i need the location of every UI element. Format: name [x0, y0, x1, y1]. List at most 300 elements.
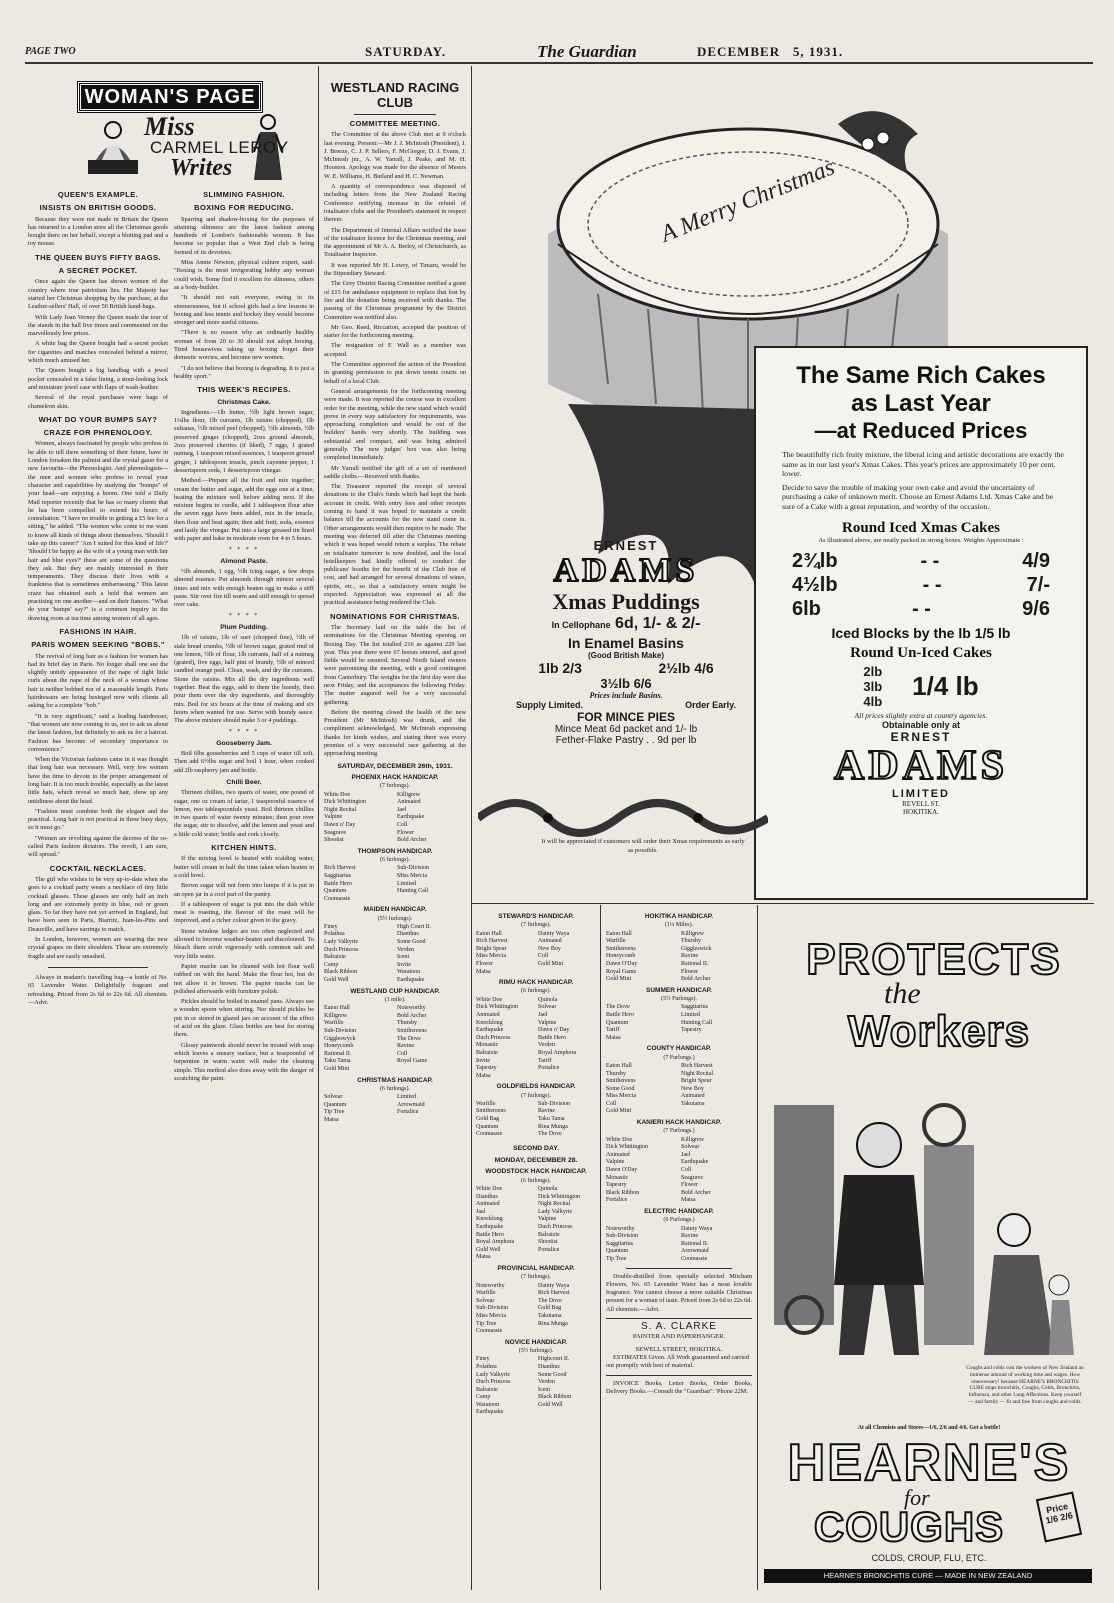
colds-subline: COLDS, CROUP, FLU, ETC.: [871, 1553, 987, 1563]
race-distance: (7 Furlongs.): [663, 1054, 695, 1061]
race-entries: [606, 1063, 752, 1116]
horse-name: [681, 1108, 752, 1116]
horse-name: Matsa: [476, 968, 491, 975]
horse-name: Coomassie: [681, 1255, 708, 1262]
horse-name: Invite: [397, 961, 411, 968]
paragraph: "It should not suit everyone, owing to its strenuousness, but if school girls had a few lessons in boxing and less tennis and hockey they would become stronger and more useful citizens.: [174, 294, 314, 327]
hearnes-strip: HEARNE'S BRONCHITIS CURE — MADE IN NEW ZEALAND: [764, 1569, 1092, 1583]
paragraph: Thirteen chillies, two quarts of water, one pound of sugar, one oz cream of tartar, 1 teaspoonful essence of lemon, two tablespoonfuls yeast. Boil thirteen chillies in two quarts of water twenty minutes; then pour over the sugar, stir to dissolve, add the lemon and yeast and a little cold water; bottle and cork closely.: [174, 789, 314, 838]
advertisement: Double-distilled from specially selected Mitcham Flowers, No. 65 Lavender Water has a most lovable fragrance. You cannot choose a more suitable Christmas present for a woman of taste. Priced from 2s 6d to 22s 6d. All chemists.—Advt.: [606, 1272, 752, 1313]
country-note: All prices slightly extra at country agencies.: [854, 710, 988, 720]
paragraph: Miss Annie Newton, physical culture expert, said: "Boxing is the most invigorating hobby any woman could wish. Some find it excellent for slimness, others as a body-builder.: [174, 259, 314, 291]
cake-ad-headline: The Same Rich Cakes: [796, 362, 1046, 389]
horse-name: [681, 1035, 752, 1043]
race-name: ELECTRIC HANDICAP.: [644, 1208, 714, 1215]
clarke-address: SEWELL STREET, HOKITIKA.: [635, 1345, 723, 1353]
hearnes-advertisement: [764, 935, 1092, 1590]
race-distance: (5½ furlongs).: [518, 1348, 554, 1355]
workers-headline: Workers: [847, 1007, 1031, 1056]
horse-name: Animated: [397, 799, 421, 806]
horse-name: Honeycomb: [324, 1043, 354, 1050]
mince-meat: Mince Meat 6d packet and 1/- lb: [554, 724, 698, 735]
masthead-date: DECEMBER 5, 1931.: [697, 44, 844, 59]
paragraph: The resignation of F. Wall as a member was accepted.: [324, 342, 466, 358]
horse-name: Quantum: [324, 1101, 347, 1108]
merry-christmas-text: A Merry Christmas: [657, 154, 839, 248]
horse-name: Jael: [681, 1151, 691, 1158]
horse-name: Bold Archer: [397, 837, 427, 844]
street-label: REVELL ST.: [902, 799, 940, 808]
race-distance: (6 Furlongs.): [663, 1217, 695, 1224]
horse-name: [538, 1328, 596, 1336]
race-entries: [476, 1186, 596, 1262]
horse-name: Dick Whittington: [538, 1193, 581, 1200]
basin-prices: 1lb 2/3 2½lb 4/6: [538, 660, 714, 676]
horse-name: Duch Princess: [538, 1224, 573, 1230]
iced-blocks: Iced Blocks by the lb 1/5 lb: [831, 624, 1011, 641]
horse-name: [397, 1066, 466, 1074]
horse-name: Smithereens: [606, 1078, 636, 1085]
paragraph: A quantity of correspondence was disposed of including letters from the New Zealand Racing Conference notifying increase in the refund of totalisator clubs and the President's statement in respect thereto.: [324, 183, 466, 224]
paragraph: Mr Geo. Reed, Riccarton, accepted the position of starter for the forthcoming meeting.: [324, 323, 466, 340]
separator: * * * *: [228, 612, 260, 619]
price-row: [756, 597, 1086, 621]
paragraph: In London, however, women are wearing the new crystal grapes on their shoulders. These are extremely fragile and are easily smashed.: [28, 936, 168, 960]
horse-name: New Boy: [681, 1085, 704, 1092]
horse-name: Highcourt II.: [538, 1356, 570, 1363]
race-list: [324, 774, 466, 1125]
ernest-label: ERNEST: [890, 729, 952, 744]
masthead: [25, 44, 1095, 62]
horse-name: Rational II.: [324, 1050, 352, 1057]
horse-name: Finey: [476, 1356, 490, 1363]
horse-name: Shootist: [324, 837, 344, 844]
race-day-title: SECOND DAY.: [513, 1144, 559, 1152]
byline-miss: Miss: [144, 112, 195, 141]
price-cell: 7/-: [1026, 573, 1050, 596]
horse-name: Some Good: [397, 939, 426, 946]
horse-name: Limited: [397, 1094, 416, 1101]
race-entries: [324, 792, 466, 845]
pastry-line: Fether-Flake Pastry . . 9d per lb: [555, 735, 697, 746]
uniced-weights: 2lb 3lb 4lb: [863, 663, 883, 709]
advertisement: Always in madam's travelling bag—a bottle of No. 65 Lavender Water. Delightfully fragrant and refreshing. Priced from 2s 6d to 22s 6d. All chemists.—Advt.: [28, 973, 168, 1006]
headline: COCKTAIL NECKLACES.: [49, 863, 147, 873]
headline: THE QUEEN BUYS FIFTY BAGS.: [35, 252, 161, 262]
paragraph: It was reported Mr H. Lowry, of Timaru, would be the Stipendiary Steward.: [324, 261, 466, 278]
horse-name: Royal Game: [606, 968, 637, 975]
horse-name: Valpine: [606, 1159, 625, 1166]
womans-page-banner: WOMAN'S PAGE: [78, 82, 262, 112]
horse-name: Dick Whittington: [476, 1004, 519, 1011]
horse-name: The Dove: [538, 1131, 562, 1138]
horse-name: White Doe: [476, 1186, 503, 1193]
headline: NOMINATIONS FOR CHRISTMAS.: [330, 611, 460, 621]
paragraph: Before the meeting closed the health of the new President (Mr McIntosh) was drunk, and the compliment acknowledged, Mr McIntosh expressing thanks for kinds wishes, and stating there was every promise of a very successful race gathering at the approaching meeting.: [324, 708, 466, 758]
horse-name: Battle Hero: [324, 880, 352, 887]
horse-name: Verden: [538, 1042, 555, 1049]
horse-name: Quantum: [606, 1019, 629, 1026]
horse-name: Saggitarius: [681, 1004, 708, 1011]
horse-name: Jael: [538, 1011, 548, 1018]
horse-name: [397, 896, 466, 904]
race-distance: (5½ furlongs).: [377, 915, 413, 922]
horse-name: Killigrew: [324, 1012, 347, 1019]
horse-name: Night Recital: [538, 1201, 571, 1208]
horse-name: Gold Bag: [476, 1116, 500, 1123]
horse-name: Verden: [538, 1379, 555, 1386]
race-name: THOMPSON HANDICAP.: [357, 847, 433, 855]
for-script: for: [904, 1485, 930, 1510]
horse-name: White Doe: [476, 996, 503, 1003]
horse-name: Battle Hero: [606, 1011, 634, 1018]
horse-name: Killigrew: [397, 791, 420, 798]
race-entries: [476, 931, 596, 977]
race-name: PROVINCIAL HANDICAP.: [497, 1264, 575, 1272]
race-name: WOODSTOCK HACK HANDICAP.: [485, 1168, 587, 1176]
cake-advertisement: [478, 68, 1090, 900]
paragraph: "Fashion must combine both the elegant and the practical. Long hair is not practical in these busy days, so it must go.": [28, 807, 168, 832]
headline: WHAT DO YOUR BUMPS SAY?: [38, 414, 158, 424]
race-entries: [324, 865, 466, 903]
horse-name: Matsa: [681, 1197, 696, 1204]
race-distance: (5½ Furlongs).: [661, 996, 697, 1003]
horse-name: Dick Whittington: [606, 1144, 649, 1151]
horse-name: Giggleswick: [681, 945, 712, 952]
horse-name: Polathea: [476, 1363, 497, 1370]
race-distance: (1 mile).: [384, 996, 406, 1003]
weights-note: As illustrated above, are neatly packed in strong boxes. Weights Approximate :: [818, 536, 1024, 544]
race-distance: (7 furlongs).: [521, 922, 551, 929]
recipe-title: Gooseberry Jam.: [216, 739, 272, 747]
horse-name: Coomassie: [324, 895, 351, 902]
race-distance: (7 furlongs).: [521, 1092, 551, 1099]
race-entries-column-1: [476, 910, 596, 1590]
horse-name: Miss Mercia: [476, 953, 507, 960]
race-name: RIMU HACK HANDICAP.: [498, 979, 574, 987]
horse-name: Bold Archer: [681, 976, 711, 983]
womans-column-right: [174, 186, 314, 1591]
horse-name: Noteworthy: [476, 1282, 505, 1289]
race-name: MAIDEN HANDICAP.: [363, 906, 427, 914]
clarke-trade: PAINTER AND PAPERHANGER.: [632, 1333, 726, 1341]
horse-name: Animated: [476, 1011, 500, 1018]
race-name: STEWARD'S HANDICAP.: [498, 913, 574, 920]
race-distance: (6 furlongs).: [380, 857, 410, 864]
basins-title: In Enamel Basins: [568, 635, 684, 651]
horse-name: Monastic: [606, 1174, 629, 1181]
horse-name: Quinola: [538, 996, 558, 1003]
horse-name: Taku Tama: [538, 1116, 565, 1123]
horse-name: Monastic: [476, 1042, 499, 1049]
prices-include: Prices include Basins.: [589, 691, 663, 700]
paragraph: Because they were not made in Britain the Queen has returned to a London store all the Christmas goods bought there on her behalf, except a blotting pad and a toy mouse.: [28, 215, 168, 248]
horse-name: Solvear: [681, 1144, 700, 1151]
horse-name: Battle Hero: [476, 1231, 504, 1238]
horse-name: Coll: [538, 953, 549, 960]
horse-name: Animated: [538, 938, 562, 945]
race-entries: [324, 924, 466, 985]
horse-name: New Boy: [538, 945, 561, 952]
paragraph: "It is very significant," said a leading hairdresser, "that women are now coming to us, not to ask us about the latest fashion, but definitely to ask us for a haircut. Fashion has become of secondary importance to convenience.": [28, 712, 168, 753]
horse-name: Miss Mercia: [606, 1093, 637, 1100]
horse-name: Rina Munga: [538, 1320, 568, 1327]
horse-name: Earthquake: [397, 977, 425, 984]
horse-name: Royal Amphora: [476, 1239, 515, 1246]
the-script: the: [884, 977, 921, 1010]
horse-name: Tariff: [606, 1027, 620, 1034]
horse-name: [538, 969, 596, 977]
woman-child-illustration: [964, 1205, 1084, 1355]
horse-name: Fortalice: [397, 1109, 419, 1116]
paragraph: The Department of Internal Affairs notified the issue of the totalisator licence for the Christmas meeting, and the appointment of Mr A. A. Berley, of Christchurch, as Totalisator Inspector.: [324, 226, 466, 259]
clarke-name: S. A. CLARKE: [641, 1321, 717, 1333]
price-cell: 4/9: [1022, 549, 1050, 572]
horse-name: Flower: [681, 968, 698, 975]
horse-name: Dianthus: [397, 931, 419, 938]
price-cell: 4½lb: [792, 573, 838, 596]
paragraph: Decide to save the trouble of making your own cake and avoid the uncertainty of purchasing a cake of unknown merit. Choose an Ernest Adams Ltd. Xmas Cake and be sure of a Cake with a great reputation, and worthy of the occasion.: [782, 482, 1054, 511]
paragraph: Sparring and shadow-boxing for the purposes of attaining slimness are the latest fashion among hundreds of London's fashionable women. It has become so popular that a West End club is being formed of its devotees.: [174, 215, 314, 256]
horse-name: Solvear: [324, 1094, 343, 1101]
horse-name: Flower: [476, 960, 493, 967]
horse-name: Invite: [476, 1057, 490, 1064]
paragraph: The Treasurer reported the receipt of several donations to the Club's funds which had kept the bank account in credit. With entry fees and other receipts coming to hand it was hoped to maintain a credit balance till the accounts for the new stand come in. Other arrangements would then require to be made. The meeting was deferred till after the Christmas meeting which it was hoped would return a surplus. The rebate on totalisator turnover is now doubled, and the local hotelkeepers had kindly offered to conduct the publicans' booths for the benefit of the Club free of cost, and had arranged for several donations of wines, spirits, etc., so that a satisfactory return might be expected. Appreciation was expressed at all the practical assistance being rendered the Club.: [324, 483, 466, 607]
separator: * * * *: [228, 728, 260, 735]
supply-row: Supply Limited. Order Early.: [516, 700, 736, 710]
horse-name: Rich Harvest: [538, 1290, 570, 1297]
race-distance: (6 furlongs).: [521, 1177, 551, 1184]
horse-name: Killigrew: [681, 1136, 704, 1143]
race-list: [476, 913, 596, 1139]
horse-name: Earthquake: [397, 814, 425, 821]
horse-name: Rich Harvest: [681, 1062, 713, 1069]
pudding-ernest: ERNEST: [593, 538, 659, 553]
race-distance: (6 furlongs).: [521, 988, 551, 995]
masthead-rule: [25, 62, 1093, 64]
horse-name: Miss Mercia: [397, 872, 428, 879]
race-entries: [606, 1137, 752, 1205]
horse-name: Taku Tama: [324, 1058, 351, 1065]
horse-name: Smithereens: [397, 1028, 427, 1034]
paragraph: The Secretary laid on the table the list of nominations for the Christmas Meeting opening on Boxing Day. The list totalled 216 as against 229 last year. This year there were 67 horses entered, and good fields would be ensured. Several North Island owners were patronising the meeting, with a good contingent from Canterbury. The weights for the first day were due next Friday, and the acceptances the following Friday. The matter augured well for a very successful gathering.: [324, 623, 466, 706]
recipe-title: Plum Pudding.: [220, 623, 268, 631]
paragraph: When the Victorian fashions came in it was thought that long hair was necessary. Well, very few women have the time to devote to the proper arrangement of long hair. It is too much trouble, especially as the latest little hats, which reveal so much hair, show up any untidiness about the head.: [28, 756, 168, 805]
horse-name: Quantum: [476, 1123, 499, 1130]
horse-name: Ravine: [538, 1108, 555, 1115]
paragraph: Once again the Queen has shown women of the country where true patriotism lies. Her Majesty has started her Christmas shopping by the purchase, at the Leather-sellers' Hall, of over 50 British hand-bags.: [28, 278, 168, 311]
pudding-panel: [500, 538, 752, 808]
horse-name: Ravine: [681, 953, 698, 960]
horse-name: Warfille: [476, 1290, 496, 1297]
horse-name: Duch Princess: [476, 1034, 511, 1041]
horse-name: Sub-Division: [324, 1028, 357, 1034]
race-entries: [324, 1094, 466, 1124]
race-entries-column-2: [606, 910, 752, 1590]
subheadline: PARIS WOMEN SEEKING "BOBS.": [31, 640, 165, 650]
horse-name: Hunting Call: [397, 888, 429, 895]
horse-name: [397, 1117, 466, 1125]
horse-name: Thursby: [606, 1070, 626, 1077]
race-entries: [606, 1004, 752, 1042]
horse-name: Ravine: [397, 1043, 414, 1050]
horse-name: Smithereens: [476, 1108, 506, 1115]
protects-headline: PROTECTS: [806, 935, 1062, 984]
horse-name: Bright Spear: [681, 1078, 712, 1085]
horse-name: Polathea: [324, 931, 345, 938]
paragraph: Brown sugar will not form into lumps if it is put in an open jar in a cool part of the pantry.: [174, 882, 314, 898]
horse-name: Eaton Hall: [606, 930, 632, 937]
horse-name: Black Ribbon: [324, 969, 358, 976]
race-entries: [476, 1356, 596, 1417]
pudding-adams: ADAMS: [553, 552, 699, 589]
horse-name: Gold Mint: [606, 976, 632, 983]
paragraph: The Committee of the above Club met at 9 o'clock last evening. Present:—Mr J. J. McIntosh (President), J. J. Breeze, C. J. P. Sellers, F. McGregor, D. J. Evans, J. McIntosh jnr., A. W. Yarrall, J. Peake, and M. H. Houston. Apology was made for the absence of Messrs W. E. Williams, H. Butland and H. C. Newman.: [324, 131, 466, 180]
paragraph: The beautifully rich fruity mixture, the liberal icing and artistic decorations are exactly the same as in our last year's Xmas Cakes. This year's prices are approximately 10 per cent. lower.: [782, 450, 1064, 479]
horse-name: Flower: [397, 829, 414, 836]
horse-name: Takutama: [681, 1100, 705, 1107]
horse-name: Dainty Waya: [681, 1225, 713, 1232]
clarke-text: ESTIMATES Given. All Work guaranteed and carried out promptly with best of material.: [606, 1353, 749, 1370]
horse-name: Tapestry: [681, 1027, 702, 1034]
race-distance: (6 furlongs).: [380, 1085, 410, 1092]
race-name: GOLDFIELDS HANDICAP.: [496, 1083, 576, 1091]
horse-name: Seagrave: [681, 1174, 703, 1181]
horse-name: Animated: [476, 1201, 500, 1208]
column-rule: [318, 66, 319, 1590]
race-entries: [476, 997, 596, 1081]
racing-title: WESTLAND RACING CLUB: [330, 80, 460, 110]
horse-name: Tapestry: [606, 1182, 627, 1189]
column-rule: [600, 905, 601, 1590]
racing-club-column: [324, 80, 466, 1592]
horse-name: Arrowmaid: [397, 1101, 425, 1108]
horse-name: Lady Valkyrie: [324, 939, 359, 946]
price-cell: 9/6: [1022, 597, 1050, 620]
obtainable: Obtainable only at: [881, 719, 960, 730]
headline: KITCHEN HINTS.: [211, 843, 277, 853]
horse-name: Tariff: [538, 1057, 552, 1064]
horse-name: Balraizie: [476, 1386, 498, 1393]
horse-name: Camp: [476, 1394, 491, 1401]
subheadline: CRAZE FOR PHRENOLOGY.: [43, 428, 153, 438]
horse-name: Killigrew: [681, 930, 704, 937]
paragraph: Stone window ledges are too often neglected and allowed to become weather-beaten and discoloured. To bleach them scrub vigorously with common salt and very little water.: [174, 927, 314, 960]
horse-name: Warfille: [606, 938, 626, 945]
horse-name: Flower: [681, 1182, 698, 1189]
column-rule: [757, 905, 758, 1590]
race-entries: [606, 931, 752, 984]
headline: QUEEN'S EXAMPLE.: [57, 190, 139, 199]
horse-name: The Dove: [538, 1297, 562, 1304]
horse-name: Bold Archer: [397, 1012, 427, 1019]
horse-name: Gold Well: [538, 1401, 563, 1408]
horse-name: Earthquake: [476, 1224, 504, 1230]
price-row: [756, 549, 1086, 573]
horse-name: Tip Tree: [324, 1109, 345, 1116]
horse-name: Knocklong: [476, 1216, 503, 1223]
price-cell: 6lb: [792, 597, 821, 620]
horse-name: Gold Bag: [538, 1305, 562, 1312]
sewing-woman-illustration: [86, 116, 140, 176]
horse-name: Sub-Division: [538, 1100, 571, 1107]
horse-name: Animated: [606, 1151, 630, 1158]
byline-writes: Writes: [170, 155, 233, 181]
paragraph: If a tablespoon of sugar is put into the dish while meat is roasting, the flavour of the roast will be improved, and a richer colour given to the gravy.: [174, 900, 314, 925]
horse-name: Matsa: [476, 1254, 491, 1261]
hearnes-brand: HEARNE'S: [787, 1434, 1071, 1492]
horse-name: Royal Amphora: [538, 1049, 577, 1056]
horse-name: Dainty Waya: [538, 930, 570, 937]
horse-name: Matsa: [606, 1034, 621, 1041]
horse-name: Royal Game: [397, 1058, 428, 1065]
horse-name: Noteworthy: [606, 1225, 635, 1232]
paragraph: Mr Yarrall notified the gift of a set of numbered saddle cloths.—Received with thanks.: [324, 464, 466, 480]
race-entries: [324, 1005, 466, 1073]
horse-name: Iceni: [538, 1386, 550, 1393]
race-distance: (7 furlongs).: [521, 1274, 551, 1281]
womans-column-left: [28, 186, 168, 1591]
horse-name: Balraizie: [538, 1231, 560, 1238]
horse-name: Lady Valkyrie: [476, 1371, 511, 1378]
horse-name: Seagrave: [324, 829, 346, 836]
recipe-title: Almond Paste.: [220, 557, 268, 565]
horse-name: Shootist: [538, 1239, 558, 1246]
round-iced-title: Round Iced Xmas Cakes: [842, 519, 1000, 536]
recipe-title: Chilli Beer.: [226, 779, 262, 786]
horse-name: Coomassie: [476, 1131, 503, 1138]
paragraph: Glossy paintwork should never be treated with soap which leaves a smeary surface, but a teaspoonful of turpentine in warm water will make the cleaning simple. This method also does away with the danger of scratching the paint.: [174, 1041, 314, 1082]
horse-name: Giggleswyck: [324, 1035, 356, 1042]
horse-name: Eaton Hall: [324, 1005, 350, 1012]
horse-name: Gold Mint: [324, 1065, 350, 1072]
horse-name: Sub-Division: [397, 865, 430, 872]
pudding-title: Xmas Puddings: [552, 589, 700, 614]
limited-label: LIMITED: [892, 787, 950, 800]
masthead-day: SATURDAY.: [365, 44, 447, 59]
horse-name: Portalice: [538, 1246, 560, 1253]
horse-name: Bright Spear: [476, 945, 507, 952]
horse-name: Night Recital: [324, 806, 357, 813]
horse-name: [538, 1254, 596, 1262]
paragraph: Boil 6lbs gooseberries and 5 cups of water till soft. Then add 6½lbs sugar and boil 1 hour, when cooked add 2lb raspberry jam and bottle.: [174, 750, 314, 774]
chemists-note: At all Chemists and Stores—1/6, 2/6 and 4/6. Get a bottle!: [857, 1425, 1001, 1431]
subheadline: A SECRET POCKET.: [58, 266, 138, 276]
horse-name: Tip Tree: [476, 1320, 497, 1327]
horse-name: Coomassie: [476, 1328, 503, 1335]
horse-name: Gold Mint: [538, 960, 564, 967]
horse-name: The Dove: [606, 1004, 630, 1011]
paragraph: A white bag the Queen bought had a secret pocket for cigarettes and matches concealed behind a mirror, which much amused her.: [28, 340, 168, 365]
horse-name: Some Good: [606, 1085, 635, 1092]
race-entries: [476, 1101, 596, 1139]
race-name: KANIERI HACK HANDICAP.: [636, 1119, 722, 1127]
horse-name: Quinola: [538, 1186, 558, 1193]
race-distance: (1¼ Miles).: [664, 922, 694, 929]
horse-name: Takutama: [538, 1312, 562, 1319]
horse-name: Bold Archer: [681, 1189, 711, 1196]
horse-name: Dawn o' Day: [538, 1027, 570, 1034]
subheadline: INSISTS ON BRITISH GOODS.: [39, 203, 157, 213]
paragraph: The Committee approved the action of the President in granting permission to put down tennis courts on behalf of a local Club.: [324, 361, 466, 385]
cake-ad-headline-2: as Last Year: [851, 390, 991, 417]
horse-name: Warfille: [476, 1100, 496, 1107]
headline: THIS WEEK'S RECIPES.: [197, 385, 291, 395]
horse-name: Dianthus: [538, 1363, 560, 1370]
paragraph: "Women are revolting against the decrees of the so-called Paris fashion dictators. The revolt, I am sure, will spread.": [28, 834, 168, 859]
price-table: [756, 549, 1086, 621]
horse-name: Matsa: [324, 1116, 339, 1123]
